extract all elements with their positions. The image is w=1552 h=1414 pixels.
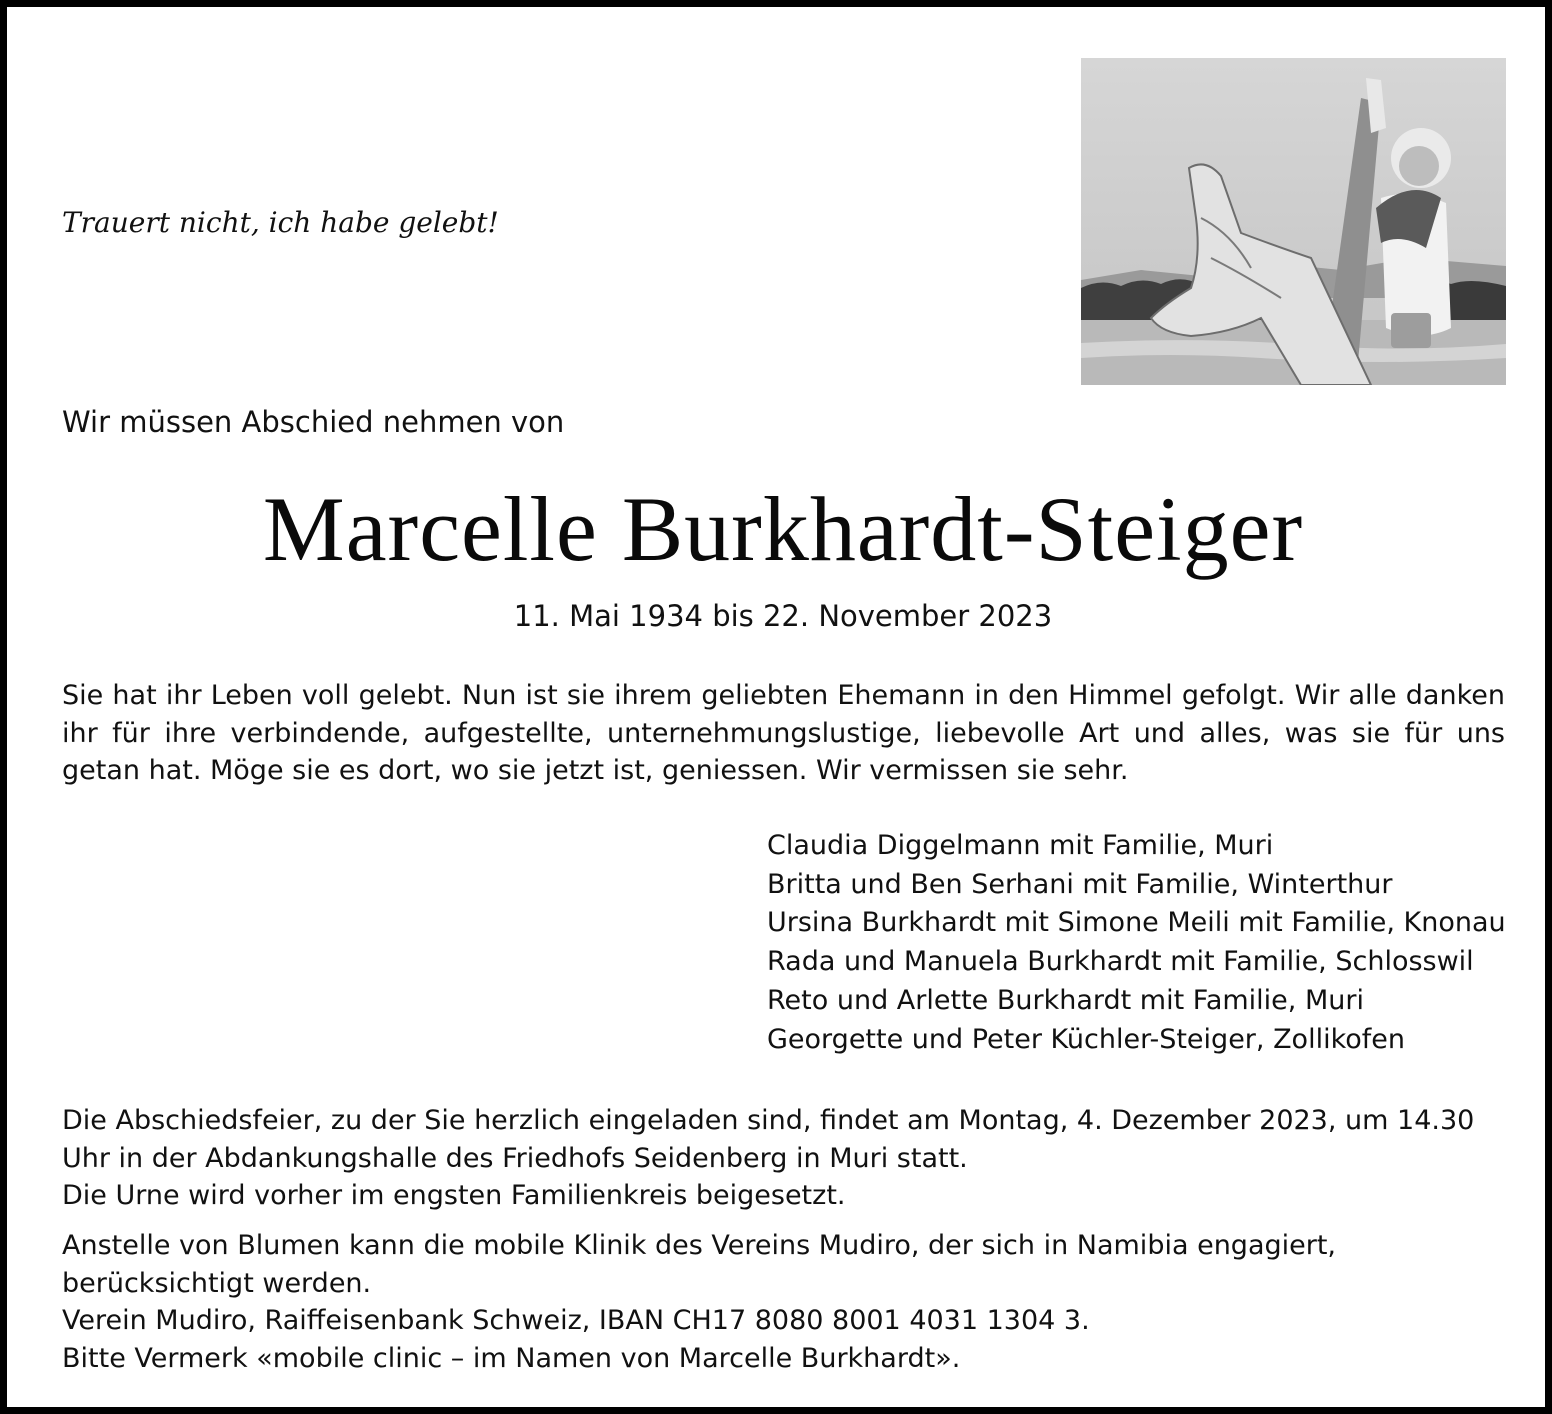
portrait-photo [1081,58,1506,385]
deceased-name: Marcelle Burkhardt-Steiger [262,478,1304,580]
life-dates: 11. Mai 1934 bis 22. November 2023 [513,599,1053,633]
mourners-list [767,827,1506,1059]
mourner-entry: Ursina Burkhardt mit Simone Meili mit Familie, Knonau [767,907,1506,939]
mourner-entry: Britta und Ben Serhani mit Familie, Winterthur [767,868,1393,900]
donation-request: Anstelle von Blumen kann die mobile Klinik des Vereins Mudiro, der sich in Namibia engagiert, berücksichtigt werden. [62,1230,1337,1299]
service-details: Die Abschiedsfeier, zu der Sie herzlich eingeladen sind, findet am Montag, 4. Dezember 2023, um 14.30 Uhr in der Abdankungshalle des Friedhofs Seidenberg in Muri statt. [62,1105,1475,1174]
payment-reference: Bitte Vermerk «mobile clinic – im Namen von Marcelle Burkhardt». [62,1342,961,1374]
mourner-entry: Rada und Manuela Burkhardt mit Familie, Schlosswil [767,946,1474,978]
mourner-entry: Reto und Arlette Burkhardt mit Familie, Muri [767,984,1364,1016]
service-info [62,1102,1505,1215]
intro-line: Wir müssen Abschied nehmen von [62,405,565,439]
portrait-photo-illustration [1081,58,1506,385]
bank-details: Verein Mudiro, Raiffeisenbank Schweiz, IBAN CH17 8080 8001 4031 1304 3. [62,1305,1090,1336]
urn-note: Die Urne wird vorher im engsten Familienkreis beigesetzt. [62,1180,846,1211]
mourner-entry: Claudia Diggelmann mit Familie, Muri [767,830,1274,861]
donation-info [62,1227,1505,1377]
mourner-entry: Georgette und Peter Küchler-Steiger, Zollikofen [767,1023,1406,1055]
motto: Trauert nicht, ich habe gelebt! [62,206,499,239]
tribute-paragraph: Sie hat ihr Leben voll gelebt. Nun ist sie ihrem geliebten Ehemann in den Himmel gefolgt. Wir alle danken ihr für ihre verbindende, aufgestellte, unternehmungslustige, liebevolle Art und alles, was sie für uns getan hat. Möge sie es dort, wo sie jetzt ist, geniessen. Wir vermissen sie sehr. [62,680,1505,786]
